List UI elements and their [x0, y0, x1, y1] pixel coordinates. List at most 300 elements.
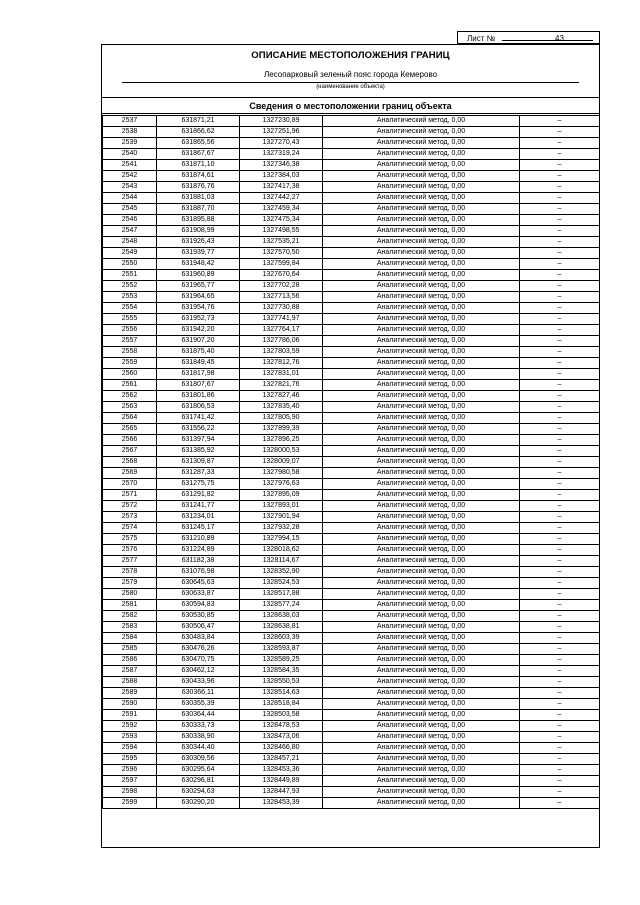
y-coordinate-cell: 1327805,90	[240, 413, 323, 424]
method-cell: Аналитический метод, 0,00	[323, 336, 520, 347]
point-number-cell: 2598	[103, 787, 157, 798]
x-coordinate-cell: 631939,77	[157, 248, 240, 259]
point-number-cell: 2581	[103, 600, 157, 611]
method-cell: Аналитический метод, 0,00	[323, 171, 520, 182]
description-cell: –	[520, 721, 600, 732]
x-coordinate-cell: 631741,42	[157, 413, 240, 424]
point-number-cell: 2553	[103, 292, 157, 303]
method-cell: Аналитический метод, 0,00	[323, 501, 520, 512]
method-cell: Аналитический метод, 0,00	[323, 787, 520, 798]
method-cell: Аналитический метод, 0,00	[323, 314, 520, 325]
section-title: Сведения о местоположении границ объекта	[102, 97, 599, 114]
x-coordinate-cell: 630355,39	[157, 699, 240, 710]
method-cell: Аналитический метод, 0,00	[323, 237, 520, 248]
table-row	[103, 457, 600, 468]
method-cell: Аналитический метод, 0,00	[323, 215, 520, 226]
method-cell: Аналитический метод, 0,00	[323, 732, 520, 743]
x-coordinate-cell: 631871,10	[157, 160, 240, 171]
x-coordinate-cell: 630333,73	[157, 721, 240, 732]
y-coordinate-cell: 1327319,24	[240, 149, 323, 160]
point-number-cell: 2579	[103, 578, 157, 589]
description-cell: –	[520, 655, 600, 666]
x-coordinate-cell: 631817,98	[157, 369, 240, 380]
y-coordinate-cell: 1327384,03	[240, 171, 323, 182]
table-row	[103, 578, 600, 589]
point-number-cell: 2575	[103, 534, 157, 545]
point-number-cell: 2541	[103, 160, 157, 171]
method-cell: Аналитический метод, 0,00	[323, 479, 520, 490]
table-row	[103, 259, 600, 270]
x-coordinate-cell: 630364,44	[157, 710, 240, 721]
description-cell: –	[520, 160, 600, 171]
description-cell: –	[520, 633, 600, 644]
point-number-cell: 2597	[103, 776, 157, 787]
x-coordinate-cell: 631397,94	[157, 435, 240, 446]
x-coordinate-cell: 630433,96	[157, 677, 240, 688]
x-coordinate-cell: 631895,88	[157, 215, 240, 226]
x-coordinate-cell: 631875,40	[157, 347, 240, 358]
y-coordinate-cell: 1327803,59	[240, 347, 323, 358]
y-coordinate-cell: 1327702,28	[240, 281, 323, 292]
x-coordinate-cell: 630594,83	[157, 600, 240, 611]
y-coordinate-cell: 1327599,84	[240, 259, 323, 270]
point-number-cell: 2571	[103, 490, 157, 501]
description-cell: –	[520, 226, 600, 237]
point-number-cell: 2569	[103, 468, 157, 479]
method-cell: Аналитический метод, 0,00	[323, 380, 520, 391]
x-coordinate-cell: 631876,76	[157, 182, 240, 193]
table-row	[103, 545, 600, 556]
x-coordinate-cell: 631245,17	[157, 523, 240, 534]
point-number-cell: 2589	[103, 688, 157, 699]
table-row	[103, 193, 600, 204]
y-coordinate-cell: 1328114,67	[240, 556, 323, 567]
method-cell: Аналитический метод, 0,00	[323, 204, 520, 215]
x-coordinate-cell: 630470,75	[157, 655, 240, 666]
point-number-cell: 2570	[103, 479, 157, 490]
description-cell: –	[520, 490, 600, 501]
description-cell: –	[520, 435, 600, 446]
point-number-cell: 2590	[103, 699, 157, 710]
y-coordinate-cell: 1328603,39	[240, 633, 323, 644]
description-cell: –	[520, 303, 600, 314]
point-number-cell: 2557	[103, 336, 157, 347]
y-coordinate-cell: 1327812,76	[240, 358, 323, 369]
y-coordinate-cell: 1328550,53	[240, 677, 323, 688]
y-coordinate-cell: 1328352,90	[240, 567, 323, 578]
y-coordinate-cell: 1328638,03	[240, 611, 323, 622]
description-cell: –	[520, 732, 600, 743]
description-cell: –	[520, 270, 600, 281]
table-row	[103, 721, 600, 732]
table-row	[103, 556, 600, 567]
x-coordinate-cell: 631881,03	[157, 193, 240, 204]
description-cell: –	[520, 787, 600, 798]
table-row	[103, 204, 600, 215]
sheet-number-box	[457, 31, 600, 44]
table-row	[103, 655, 600, 666]
method-cell: Аналитический метод, 0,00	[323, 402, 520, 413]
x-coordinate-cell: 631801,86	[157, 391, 240, 402]
y-coordinate-cell: 1327346,38	[240, 160, 323, 171]
table-row	[103, 215, 600, 226]
description-cell: –	[520, 424, 600, 435]
table-row	[103, 479, 600, 490]
x-coordinate-cell: 631960,89	[157, 270, 240, 281]
y-coordinate-cell: 1327827,46	[240, 391, 323, 402]
document-frame	[101, 44, 600, 848]
description-cell: –	[520, 688, 600, 699]
table-row	[103, 281, 600, 292]
point-number-cell: 2546	[103, 215, 157, 226]
point-number-cell: 2593	[103, 732, 157, 743]
point-number-cell: 2539	[103, 138, 157, 149]
x-coordinate-cell: 631234,01	[157, 512, 240, 523]
x-coordinate-cell: 631954,76	[157, 303, 240, 314]
table-row	[103, 160, 600, 171]
x-coordinate-cell: 631224,89	[157, 545, 240, 556]
table-row	[103, 677, 600, 688]
description-cell: –	[520, 699, 600, 710]
y-coordinate-cell: 1327899,39	[240, 424, 323, 435]
x-coordinate-cell: 631865,56	[157, 138, 240, 149]
x-coordinate-cell: 631309,87	[157, 457, 240, 468]
x-coordinate-cell: 631241,77	[157, 501, 240, 512]
x-coordinate-cell: 630309,56	[157, 754, 240, 765]
y-coordinate-cell: 1327570,50	[240, 248, 323, 259]
point-number-cell: 2560	[103, 369, 157, 380]
method-cell: Аналитический метод, 0,00	[323, 259, 520, 270]
table-row	[103, 611, 600, 622]
method-cell: Аналитический метод, 0,00	[323, 699, 520, 710]
x-coordinate-cell: 631964,65	[157, 292, 240, 303]
point-number-cell: 2574	[103, 523, 157, 534]
table-row	[103, 149, 600, 160]
x-coordinate-cell: 631948,42	[157, 259, 240, 270]
table-row	[103, 303, 600, 314]
y-coordinate-cell: 1328473,06	[240, 732, 323, 743]
y-coordinate-cell: 1327896,25	[240, 435, 323, 446]
point-number-cell: 2551	[103, 270, 157, 281]
method-cell: Аналитический метод, 0,00	[323, 798, 520, 809]
x-coordinate-cell: 630366,11	[157, 688, 240, 699]
y-coordinate-cell: 1327895,09	[240, 490, 323, 501]
x-coordinate-cell: 631926,43	[157, 237, 240, 248]
y-coordinate-cell: 1328449,89	[240, 776, 323, 787]
table-row	[103, 347, 600, 358]
table-row	[103, 446, 600, 457]
y-coordinate-cell: 1327498,55	[240, 226, 323, 237]
method-cell: Аналитический метод, 0,00	[323, 347, 520, 358]
point-number-cell: 2568	[103, 457, 157, 468]
description-cell: –	[520, 402, 600, 413]
point-number-cell: 2582	[103, 611, 157, 622]
y-coordinate-cell: 1327741,97	[240, 314, 323, 325]
y-coordinate-cell: 1328009,07	[240, 457, 323, 468]
table-row	[103, 380, 600, 391]
method-cell: Аналитический метод, 0,00	[323, 193, 520, 204]
table-row	[103, 138, 600, 149]
table-row	[103, 600, 600, 611]
description-cell: –	[520, 479, 600, 490]
object-name-caption: (наименование объекта)	[316, 84, 385, 90]
description-cell: –	[520, 237, 600, 248]
method-cell: Аналитический метод, 0,00	[323, 413, 520, 424]
method-cell: Аналитический метод, 0,00	[323, 578, 520, 589]
y-coordinate-cell: 1328589,25	[240, 655, 323, 666]
point-number-cell: 2564	[103, 413, 157, 424]
table-row	[103, 754, 600, 765]
description-cell: –	[520, 259, 600, 270]
description-cell: –	[520, 534, 600, 545]
description-cell: –	[520, 325, 600, 336]
description-cell: –	[520, 380, 600, 391]
description-cell: –	[520, 644, 600, 655]
method-cell: Аналитический метод, 0,00	[323, 600, 520, 611]
x-coordinate-cell: 630290,20	[157, 798, 240, 809]
y-coordinate-cell: 1327535,21	[240, 237, 323, 248]
description-cell: –	[520, 391, 600, 402]
x-coordinate-cell: 631965,77	[157, 281, 240, 292]
description-cell: –	[520, 204, 600, 215]
method-cell: Аналитический метод, 0,00	[323, 633, 520, 644]
y-coordinate-cell: 1327786,06	[240, 336, 323, 347]
table-row	[103, 435, 600, 446]
point-number-cell: 2550	[103, 259, 157, 270]
table-row	[103, 171, 600, 182]
description-cell: –	[520, 710, 600, 721]
description-cell: –	[520, 622, 600, 633]
description-cell: –	[520, 765, 600, 776]
point-number-cell: 2592	[103, 721, 157, 732]
y-coordinate-cell: 1328018,62	[240, 545, 323, 556]
point-number-cell: 2545	[103, 204, 157, 215]
description-cell: –	[520, 292, 600, 303]
description-cell: –	[520, 413, 600, 424]
y-coordinate-cell: 1327730,88	[240, 303, 323, 314]
point-number-cell: 2591	[103, 710, 157, 721]
point-number-cell: 2538	[103, 127, 157, 138]
description-cell: –	[520, 248, 600, 259]
y-coordinate-cell: 1327713,56	[240, 292, 323, 303]
method-cell: Аналитический метод, 0,00	[323, 226, 520, 237]
y-coordinate-cell: 1327893,01	[240, 501, 323, 512]
point-number-cell: 2599	[103, 798, 157, 809]
point-number-cell: 2561	[103, 380, 157, 391]
description-cell: –	[520, 589, 600, 600]
point-number-cell: 2543	[103, 182, 157, 193]
method-cell: Аналитический метод, 0,00	[323, 160, 520, 171]
table-row	[103, 237, 600, 248]
x-coordinate-cell: 630645,63	[157, 578, 240, 589]
point-number-cell: 2583	[103, 622, 157, 633]
method-cell: Аналитический метод, 0,00	[323, 644, 520, 655]
table-row	[103, 270, 600, 281]
method-cell: Аналитический метод, 0,00	[323, 281, 520, 292]
table-row	[103, 534, 600, 545]
table-row	[103, 325, 600, 336]
point-number-cell: 2565	[103, 424, 157, 435]
x-coordinate-cell: 630344,40	[157, 743, 240, 754]
method-cell: Аналитический метод, 0,00	[323, 303, 520, 314]
coordinates-table	[102, 115, 600, 809]
method-cell: Аналитический метод, 0,00	[323, 666, 520, 677]
description-cell: –	[520, 611, 600, 622]
x-coordinate-cell: 630506,47	[157, 622, 240, 633]
table-row	[103, 776, 600, 787]
method-cell: Аналитический метод, 0,00	[323, 182, 520, 193]
description-cell: –	[520, 127, 600, 138]
table-row	[103, 633, 600, 644]
y-coordinate-cell: 1328457,21	[240, 754, 323, 765]
x-coordinate-cell: 631291,82	[157, 490, 240, 501]
y-coordinate-cell: 1328478,53	[240, 721, 323, 732]
method-cell: Аналитический метод, 0,00	[323, 435, 520, 446]
x-coordinate-cell: 630338,90	[157, 732, 240, 743]
description-cell: –	[520, 578, 600, 589]
x-coordinate-cell: 631076,98	[157, 567, 240, 578]
method-cell: Аналитический метод, 0,00	[323, 677, 520, 688]
point-number-cell: 2584	[103, 633, 157, 644]
x-coordinate-cell: 631385,92	[157, 446, 240, 457]
point-number-cell: 2537	[103, 116, 157, 127]
y-coordinate-cell: 1327459,34	[240, 204, 323, 215]
x-coordinate-cell: 631942,20	[157, 325, 240, 336]
object-name: Лесопарковый зеленый пояс города Кемерово	[263, 70, 438, 79]
description-cell: –	[520, 138, 600, 149]
method-cell: Аналитический метод, 0,00	[323, 457, 520, 468]
x-coordinate-cell: 631806,53	[157, 402, 240, 413]
point-number-cell: 2577	[103, 556, 157, 567]
description-cell: –	[520, 171, 600, 182]
description-cell: –	[520, 743, 600, 754]
x-coordinate-cell: 630296,81	[157, 776, 240, 787]
y-coordinate-cell: 1327230,89	[240, 116, 323, 127]
method-cell: Аналитический метод, 0,00	[323, 127, 520, 138]
point-number-cell: 2567	[103, 446, 157, 457]
y-coordinate-cell: 1328503,58	[240, 710, 323, 721]
method-cell: Аналитический метод, 0,00	[323, 292, 520, 303]
table-row	[103, 567, 600, 578]
table-row	[103, 182, 600, 193]
table-row	[103, 292, 600, 303]
point-number-cell: 2548	[103, 237, 157, 248]
x-coordinate-cell: 631210,89	[157, 534, 240, 545]
description-cell: –	[520, 754, 600, 765]
table-row	[103, 512, 600, 523]
method-cell: Аналитический метод, 0,00	[323, 424, 520, 435]
description-cell: –	[520, 798, 600, 809]
point-number-cell: 2554	[103, 303, 157, 314]
y-coordinate-cell: 1327251,96	[240, 127, 323, 138]
point-number-cell: 2576	[103, 545, 157, 556]
description-cell: –	[520, 501, 600, 512]
method-cell: Аналитический метод, 0,00	[323, 556, 520, 567]
description-cell: –	[520, 468, 600, 479]
y-coordinate-cell: 1327417,38	[240, 182, 323, 193]
table-row	[103, 743, 600, 754]
point-number-cell: 2566	[103, 435, 157, 446]
description-cell: –	[520, 600, 600, 611]
y-coordinate-cell: 1327835,40	[240, 402, 323, 413]
table-row	[103, 226, 600, 237]
method-cell: Аналитический метод, 0,00	[323, 523, 520, 534]
method-cell: Аналитический метод, 0,00	[323, 721, 520, 732]
x-coordinate-cell: 631866,62	[157, 127, 240, 138]
method-cell: Аналитический метод, 0,00	[323, 512, 520, 523]
method-cell: Аналитический метод, 0,00	[323, 149, 520, 160]
table-row	[103, 468, 600, 479]
table-row	[103, 413, 600, 424]
method-cell: Аналитический метод, 0,00	[323, 325, 520, 336]
method-cell: Аналитический метод, 0,00	[323, 446, 520, 457]
x-coordinate-cell: 630633,87	[157, 589, 240, 600]
point-number-cell: 2585	[103, 644, 157, 655]
table-row	[103, 787, 600, 798]
document-title: ОПИСАНИЕ МЕСТОПОЛОЖЕНИЯ ГРАНИЦ	[251, 50, 450, 61]
method-cell: Аналитический метод, 0,00	[323, 545, 520, 556]
point-number-cell: 2549	[103, 248, 157, 259]
method-cell: Аналитический метод, 0,00	[323, 611, 520, 622]
table-row	[103, 666, 600, 677]
description-cell: –	[520, 556, 600, 567]
y-coordinate-cell: 1327980,58	[240, 468, 323, 479]
y-coordinate-cell: 1327442,27	[240, 193, 323, 204]
x-coordinate-cell: 630483,84	[157, 633, 240, 644]
y-coordinate-cell: 1328593,87	[240, 644, 323, 655]
x-coordinate-cell: 631556,22	[157, 424, 240, 435]
method-cell: Аналитический метод, 0,00	[323, 567, 520, 578]
method-cell: Аналитический метод, 0,00	[323, 138, 520, 149]
y-coordinate-cell: 1327270,43	[240, 138, 323, 149]
method-cell: Аналитический метод, 0,00	[323, 765, 520, 776]
table-row	[103, 116, 600, 127]
description-cell: –	[520, 182, 600, 193]
coordinates-table-body	[103, 116, 600, 809]
method-cell: Аналитический метод, 0,00	[323, 369, 520, 380]
method-cell: Аналитический метод, 0,00	[323, 688, 520, 699]
description-cell: –	[520, 149, 600, 160]
description-cell: –	[520, 446, 600, 457]
table-row	[103, 391, 600, 402]
x-coordinate-cell: 630294,63	[157, 787, 240, 798]
point-number-cell: 2542	[103, 171, 157, 182]
method-cell: Аналитический метод, 0,00	[323, 754, 520, 765]
table-row	[103, 523, 600, 534]
method-cell: Аналитический метод, 0,00	[323, 248, 520, 259]
description-cell: –	[520, 347, 600, 358]
method-cell: Аналитический метод, 0,00	[323, 655, 520, 666]
x-coordinate-cell: 631867,67	[157, 149, 240, 160]
x-coordinate-cell: 631182,38	[157, 556, 240, 567]
table-row	[103, 589, 600, 600]
description-cell: –	[520, 512, 600, 523]
y-coordinate-cell: 1328453,39	[240, 798, 323, 809]
point-number-cell: 2547	[103, 226, 157, 237]
x-coordinate-cell: 631275,75	[157, 479, 240, 490]
table-row	[103, 699, 600, 710]
description-cell: –	[520, 193, 600, 204]
point-number-cell: 2556	[103, 325, 157, 336]
method-cell: Аналитический метод, 0,00	[323, 358, 520, 369]
object-name-underline	[122, 82, 579, 83]
sheet-number-underline	[502, 40, 593, 41]
description-cell: –	[520, 215, 600, 226]
y-coordinate-cell: 1327764,17	[240, 325, 323, 336]
method-cell: Аналитический метод, 0,00	[323, 490, 520, 501]
table-row	[103, 248, 600, 259]
description-cell: –	[520, 457, 600, 468]
